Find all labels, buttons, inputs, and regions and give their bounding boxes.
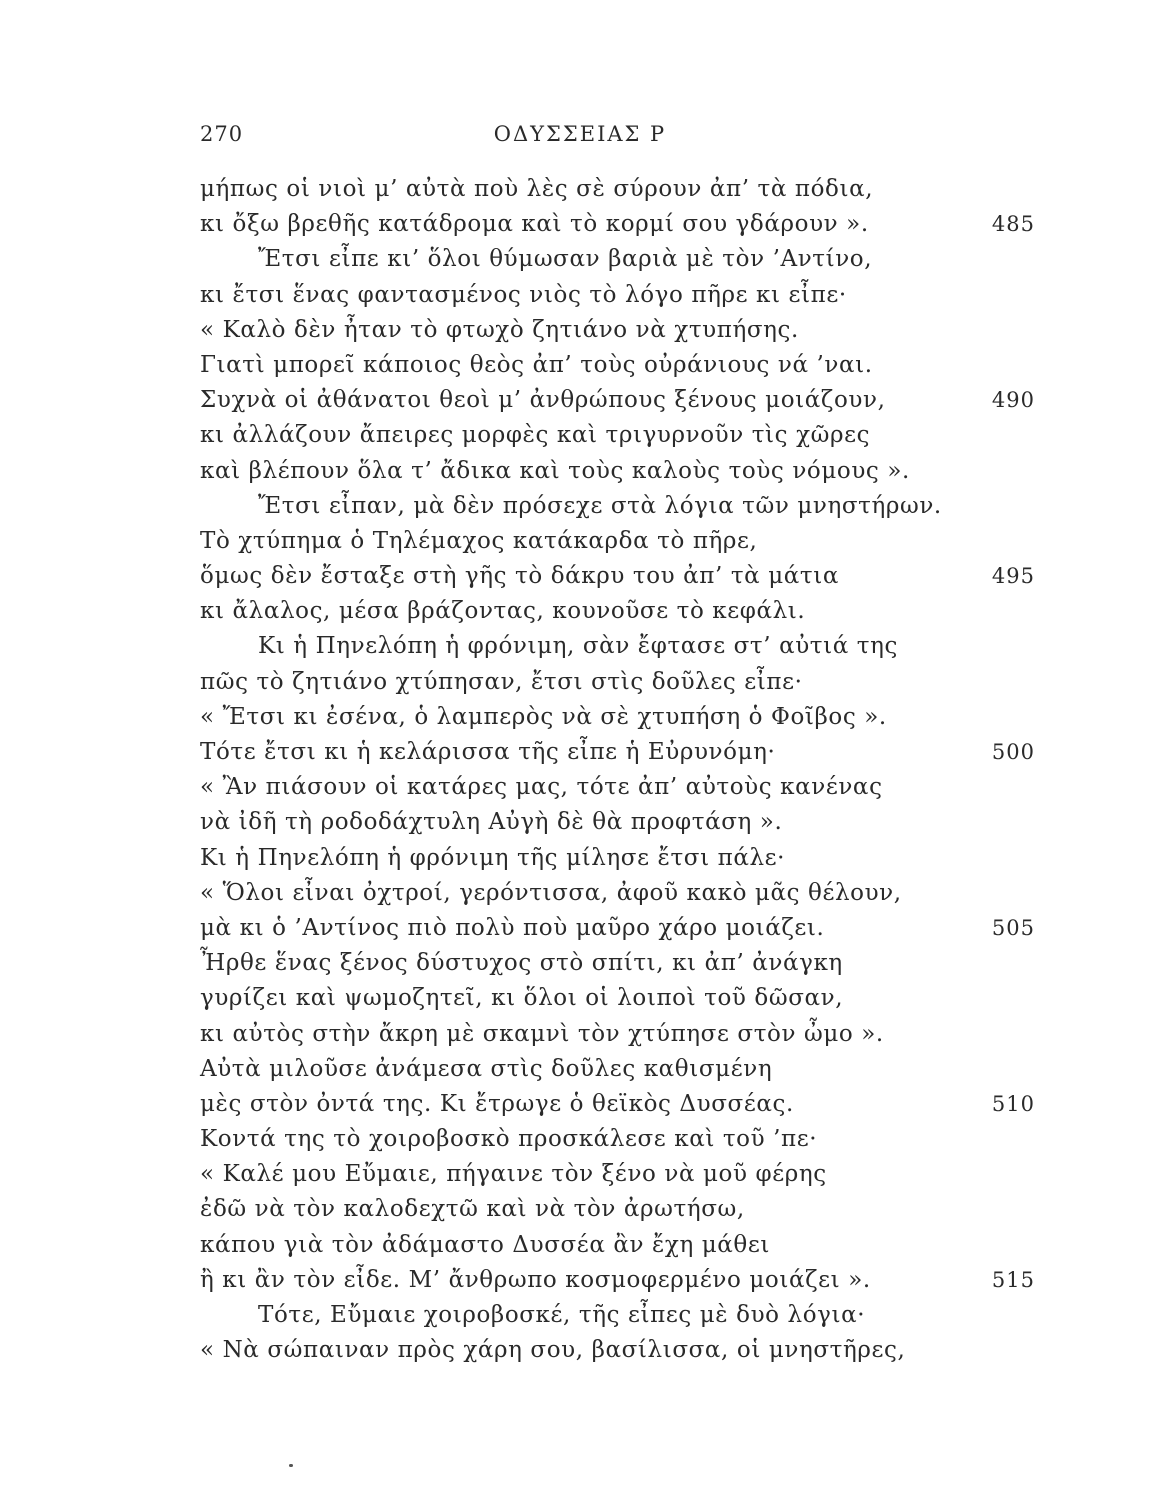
verse-line xyxy=(200,805,1040,840)
verse-body xyxy=(200,172,1040,1368)
verse-line xyxy=(200,489,1040,524)
verse-line xyxy=(200,1122,1040,1157)
verse-line xyxy=(200,876,1040,911)
verse-line xyxy=(200,242,1040,277)
verse-line xyxy=(200,1087,1040,1122)
line-number: 485 xyxy=(991,212,1035,237)
page-header xyxy=(200,122,920,158)
verse-text: κι αὐτὸς στὴν ἄκρη μὲ σκαμνὶ τὸν χτύπησε στὸν ὦμο ». xyxy=(200,1020,884,1047)
verse-text: κάπου γιὰ τὸν ἀδάμαστο Δυσσέα ἂν ἔχη μάθει xyxy=(200,1231,771,1258)
verse-line xyxy=(200,1333,1040,1368)
verse-line xyxy=(200,454,1040,489)
verse-line xyxy=(200,1052,1040,1087)
verse-text: νὰ ἰδῆ τὴ ροδοδάχτυλη Αὐγὴ δὲ θὰ προφτάση ». xyxy=(200,809,783,836)
line-number: 515 xyxy=(991,1267,1035,1292)
verse-text: γυρίζει καὶ ψωμοζητεῖ, κι ὅλοι οἱ λοιποὶ τοῦ δῶσαν, xyxy=(200,985,844,1012)
verse-line xyxy=(200,1298,1040,1333)
verse-text: Αὐτὰ μιλοῦσε ἀνάμεσα στὶς δοῦλες καθισμένη xyxy=(200,1055,773,1082)
verse-line xyxy=(200,770,1040,805)
verse-text: « Καλὸ δὲν ἦταν τὸ φτωχὸ ζητιάνο νὰ χτυπήσης. xyxy=(200,316,799,343)
verse-text: Κοντά της τὸ χοιροβοσκὸ προσκάλεσε καὶ τοῦ ’πε· xyxy=(200,1126,818,1153)
verse-text: μήπως οἱ νιοὶ μ’ αὐτὰ ποὺ λὲς σὲ σύρουν ἀπ’ τὰ πόδια, xyxy=(200,176,874,202)
verse-text: κι ἄλαλος, μέσα βράζοντας, κουνοῦσε τὸ κεφάλι. xyxy=(200,598,806,625)
verse-text: καὶ βλέπουν ὅλα τ’ ἄδικα καὶ τοὺς καλοὺς τοὺς νόμους ». xyxy=(200,457,910,484)
verse-line xyxy=(200,629,1040,664)
verse-line xyxy=(200,348,1040,383)
verse-text: « Νὰ σώπαιναν πρὸς χάρη σου, βασίλισσα, οἱ μνηστῆρες, xyxy=(200,1337,906,1364)
ink-speck xyxy=(289,1464,293,1467)
verse-text: « Καλέ μου Εὔμαιε, πήγαινε τὸν ξένο νὰ μοῦ φέρης xyxy=(200,1161,827,1188)
page-number: 270 xyxy=(200,122,244,146)
verse-text: Τότε, Εὔμαιε χοιροβοσκέ, τῆς εἶπες μὲ δυὸ λόγια· xyxy=(258,1302,866,1328)
verse-line xyxy=(200,700,1040,735)
verse-text: Συχνὰ οἱ ἀθάνατοι θεοὶ μ’ ἀνθρώπους ξένους μοιάζουν, xyxy=(200,387,886,414)
line-number: 490 xyxy=(991,388,1035,413)
verse-text: κι ἀλλάζουν ἄπειρες μορφὲς καὶ τριγυρνοῦν τὶς χῶρες xyxy=(200,422,871,449)
verse-line xyxy=(200,524,1040,559)
verse-text: Τότε ἔτσι κι ἡ κελάρισσα τῆς εἶπε ἡ Εὐρυνόμη· xyxy=(200,739,776,765)
verse-line xyxy=(200,418,1040,453)
verse-line xyxy=(200,911,1040,946)
verse-line xyxy=(200,594,1040,629)
verse-text: ἢ κι ἂν τὸν εἶδε. Μ’ ἄνθρωπο κοσμοφερμένο μοιάζει ». xyxy=(200,1266,871,1293)
verse-line xyxy=(200,981,1040,1016)
verse-line xyxy=(200,946,1040,981)
verse-line xyxy=(200,559,1040,594)
verse-line xyxy=(200,207,1040,242)
verse-text: Γιατὶ μπορεῖ κάποιος θεὸς ἀπ’ τοὺς οὐράνιους νά ’ναι. xyxy=(200,351,873,378)
verse-line xyxy=(200,278,1040,313)
verse-line xyxy=(200,383,1040,418)
verse-text: Κι ἡ Πηνελόπη ἡ φρόνιμη τῆς μίλησε ἔτσι πάλε· xyxy=(200,844,786,871)
verse-text: Ἦρθε ἕνας ξένος δύστυχος στὸ σπίτι, κι ἀπ’ ἀνάγκη xyxy=(200,950,843,977)
verse-line xyxy=(200,1263,1040,1298)
verse-text: κι ἔτσι ἕνας φαντασμένος νιὸς τὸ λόγο πῆρε κι εἶπε· xyxy=(200,281,847,308)
verse-line xyxy=(200,1017,1040,1052)
verse-text: « Ἔτσι κι ἐσένα, ὁ λαμπερὸς νὰ σὲ χτυπήση ὁ Φοῖβος ». xyxy=(200,703,887,730)
verse-text: « Ὅλοι εἶναι ὀχτροί, γερόντισσα, ἀφοῦ κακὸ μᾶς θέλουν, xyxy=(200,879,902,906)
verse-line xyxy=(200,313,1040,348)
running-title: ΟΔΥΣΣΕΙΑΣ Ρ xyxy=(493,122,667,146)
verse-text: μὰ κι ὁ ’Αντίνος πιὸ πολὺ ποὺ μαῦρο χάρο μοιάζει. xyxy=(200,914,825,941)
verse-line xyxy=(200,841,1040,876)
verse-text: Ἔτσι εἶπαν, μὰ δὲν πρόσεχε στὰ λόγια τῶν μνηστήρων. xyxy=(258,492,942,519)
verse-text: κι ὄξω βρεθῆς κατάδρομα καὶ τὸ κορμί σου γδάρουν ». xyxy=(200,211,869,238)
line-number: 510 xyxy=(991,1091,1035,1116)
verse-line xyxy=(200,172,1040,207)
verse-line xyxy=(200,1228,1040,1263)
verse-line xyxy=(200,1157,1040,1192)
verse-line xyxy=(200,735,1040,770)
verse-text: ἐδῶ νὰ τὸν καλοδεχτῶ καὶ νὰ τὸν ἀρωτήσω, xyxy=(200,1196,745,1223)
verse-text: ὅμως δὲν ἔσταξε στὴ γῆς τὸ δάκρυ του ἀπ’ τὰ μάτια xyxy=(200,563,839,590)
line-number: 500 xyxy=(991,740,1035,764)
line-number: 505 xyxy=(991,915,1035,940)
verse-text: Κι ἡ Πηνελόπη ἡ φρόνιμη, σὰν ἔφτασε στ’ αὐτιά της xyxy=(258,633,898,660)
line-number: 495 xyxy=(991,564,1035,589)
verse-text: μὲς στὸν ὀντά της. Κι ἔτρωγε ὁ θεϊκὸς Δυσσέας. xyxy=(200,1090,794,1117)
verse-text: Ἔτσι εἶπε κι’ ὅλοι θύμωσαν βαριὰ μὲ τὸν ’Αντίνο, xyxy=(258,246,873,273)
verse-text: « Ἂν πιάσουν οἱ κατάρες μας, τότε ἀπ’ αὐτοὺς κανένας xyxy=(200,774,883,801)
verse-text: πῶς τὸ ζητιάνο χτύπησαν, ἔτσι στὶς δοῦλες εἶπε· xyxy=(200,668,803,695)
verse-line xyxy=(200,1192,1040,1227)
verse-line xyxy=(200,665,1040,700)
verse-text: Τὸ χτύπημα ὁ Τηλέμαχος κατάκαρδα τὸ πῆρε, xyxy=(200,527,758,554)
